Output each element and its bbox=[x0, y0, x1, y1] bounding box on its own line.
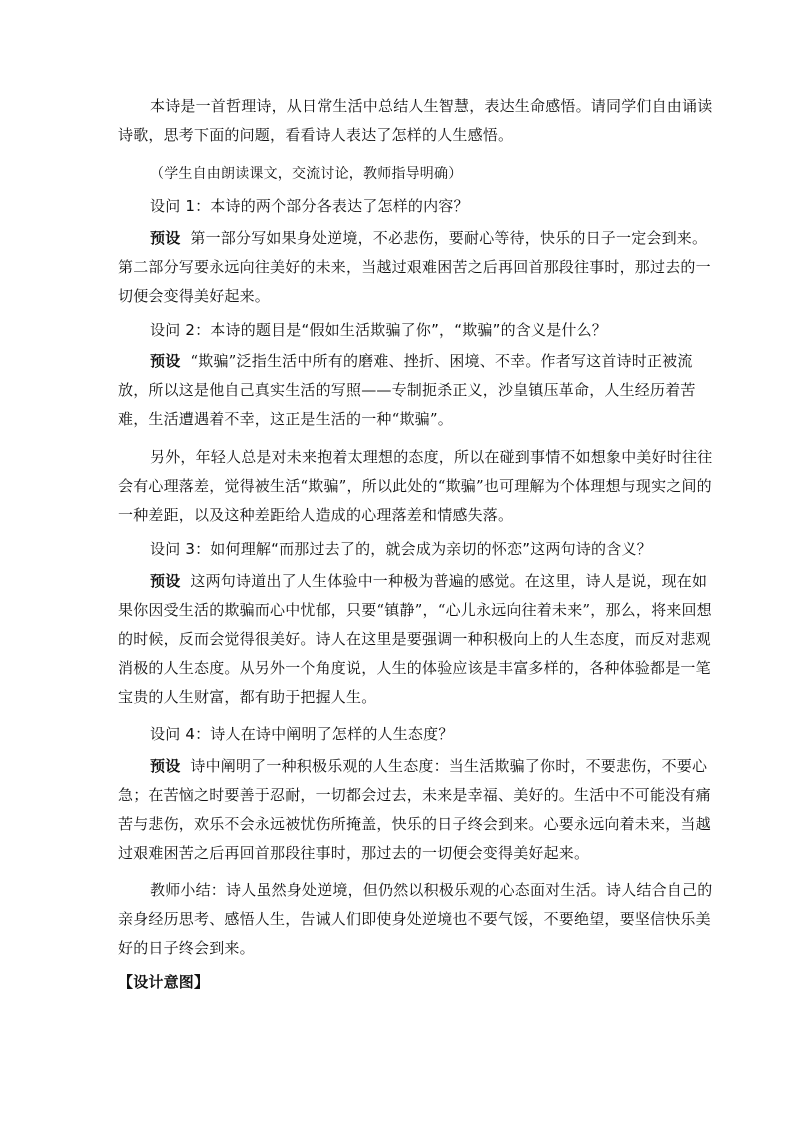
preset-label: 预设 bbox=[150, 572, 181, 590]
preset-label: 预设 bbox=[150, 352, 181, 370]
instruction-paragraph: （学生自由朗读课文，交流讨论，教师指导明确） bbox=[150, 166, 463, 182]
answer-2 bbox=[118, 347, 718, 434]
answer-3 bbox=[118, 567, 718, 712]
preset-label: 预设 bbox=[150, 757, 181, 775]
answer-4-text: 诗中阐明了一种积极乐观的人生态度：当生活欺骗了你时，不要悲伤，不要心急；在苦恼之时要善于忍耐，一切都会过去，未来是幸福、美好的。生活中不可能没有痛苦与悲伤，欢乐不会永远被忧伤所掩盖，快乐的日子终会到来。心要永远向着未来，当越过艰难困苦之后再回首那段往事时，那过去的一切便会变得美好起来。 bbox=[118, 757, 711, 862]
question-3: 设问 3：如何理解“而那过去了的，就会成为亲切的怀恋”这两句诗的含义？ bbox=[150, 540, 652, 558]
section-heading: 【设计意图】 bbox=[118, 973, 210, 991]
intro-paragraph: 本诗是一首哲理诗，从日常生活中总结人生智慧，表达生命感悟。请同学们自由诵读诗歌，思考下面的问题，看看诗人表达了怎样的人生感悟。 bbox=[118, 97, 713, 144]
question-4: 设问 4：诗人在诗中阐明了怎样的人生态度？ bbox=[150, 725, 454, 743]
teacher-summary: 教师小结：诗人虽然身处逆境，但仍然以积极乐观的心态面对生活。诗人结合自己的亲身经历思考、感悟人生，告诫人们即使身处逆境也不要气馁，不要绝望，要坚信快乐美好的日子终会到来。 bbox=[118, 881, 713, 957]
answer-2-text: “欺骗”泛指生活中所有的磨难、挫折、困境、不幸。作者写这首诗时正被流放，所以这是他自己真实生活的写照——专制扼杀正义，沙皇镇压革命，人生经历着苦难，生活遭遇着不幸，这正是生活的一种“欺骗”。 bbox=[118, 352, 696, 428]
answer-1 bbox=[118, 224, 718, 311]
question-2: 设问 2：本诗的题目是“假如生活欺骗了你”，“欺骗”的含义是什么？ bbox=[150, 321, 607, 339]
answer-1-text: 第一部分写如果身处逆境，不必悲伤，要耐心等待，快乐的日子一定会到来。第二部分写要永远向往美好的未来，当越过艰难困苦之后再回首那段往事时，那过去的一切便会变得美好起来。 bbox=[118, 229, 711, 305]
answer-4 bbox=[118, 752, 718, 868]
preset-label: 预设 bbox=[150, 229, 181, 247]
answer-2-continued: 另外，年轻人总是对未来抱着太理想的态度，所以在碰到事情不如想象中美好时往往会有心理落差，觉得被生活“欺骗”，所以此处的“欺骗”也可理解为个体理想与现实之间的一种差距，以及这种差距给人造成的心理落差和情感失落。 bbox=[118, 448, 713, 524]
answer-3-text: 这两句诗道出了人生体验中一种极为普遍的感觉。在这里，诗人是说，现在如果你因受生活的欺骗而心中忧郁，只要“镇静”，“心儿永远向往着未来”，那么，将来回想的时候，反而会觉得很美好。诗人在这里是要强调一种积极向上的人生态度，而反对悲观消极的人生态度。从另外一个角度说，人生的体验应该是丰富多样的，各种体验都是一笔宝贵的人生财富，都有助于把握人生。 bbox=[118, 572, 712, 706]
question-1: 设问 1：本诗的两个部分各表达了怎样的内容？ bbox=[150, 197, 469, 215]
